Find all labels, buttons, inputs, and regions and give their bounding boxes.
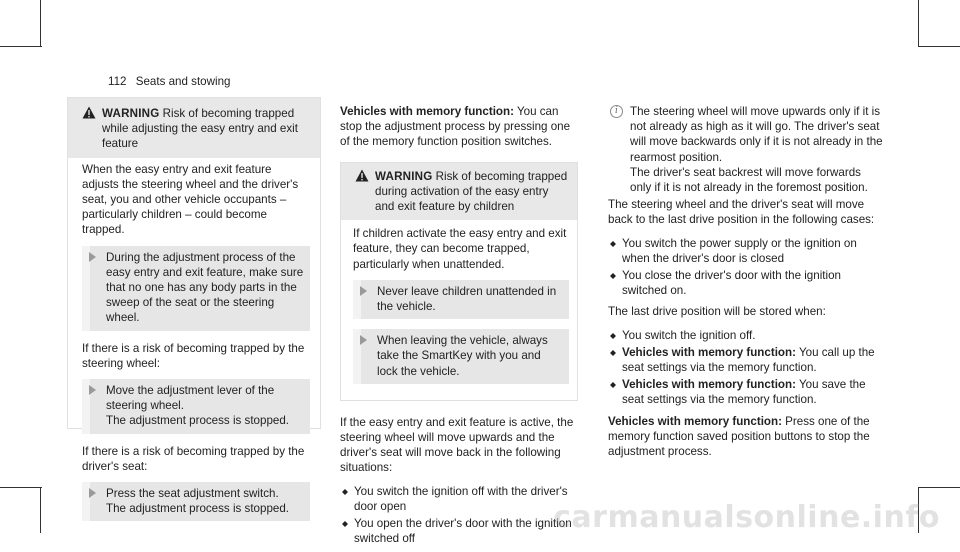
instruction-step: During the adjustment process of the easy entry and exit feature, make sure that no one has any body parts in the sweep of the seat or the steering wheel. — [82, 246, 310, 331]
instruction-step: Never leave children unattended in the vehicle. — [353, 280, 569, 319]
instruction-step: When leaving the vehicle, always take the SmartKey with you and lock the vehicle. — [353, 329, 569, 384]
crop-mark — [40, 0, 41, 46]
instruction-step: Move the adjustment lever of the steering wheel. The adjustment process is stopped. — [82, 379, 310, 434]
instruction-step: Press the seat adjustment switch. The adjustment process is stopped. — [82, 482, 310, 521]
condition-text: If there is a risk of becoming trapped by the driver's seat: — [82, 444, 305, 473]
step-arrow-icon — [89, 252, 96, 262]
crop-mark — [918, 46, 960, 47]
list-item: You open the driver's door with the ignition switched off — [340, 516, 578, 546]
closing-paragraph: Vehicles with memory function: Press one of the memory function saved position buttons to stop the adjustment process. — [608, 414, 870, 459]
list-item: You close the driver's door with the ignition switched on. — [608, 268, 883, 298]
list-item: You switch the ignition off with the driver's door open — [340, 484, 578, 514]
warning-intro: When the easy entry and exit feature adjusts the steering wheel and the driver's seat, you and other vehicle occupants – particularly children – could become trapped. — [82, 162, 299, 237]
warning-header — [68, 98, 320, 158]
warning-body: If children activate the easy entry and exit feature, they can become trapped, particularly when unattended. — [353, 227, 567, 271]
step-arrow-icon — [89, 385, 96, 395]
page-header — [108, 74, 230, 89]
warning-label: WARNING — [102, 107, 160, 121]
page-number: 112 — [108, 75, 127, 88]
warning-triangle-icon — [355, 169, 369, 182]
memory-function-lead: Vehicles with memory function: You can stop the adjustment process by pressing one of the memory function position switches. — [340, 105, 571, 149]
step-arrow-icon — [89, 488, 96, 498]
crop-mark — [918, 487, 960, 488]
warning-box-left — [67, 97, 321, 516]
step-arrow-icon — [360, 286, 367, 296]
body-paragraph: If the easy entry and exit feature is active, the steering wheel will move upwards and the driver's seat will move back in the following situations: — [340, 415, 574, 475]
warning-label: WARNING — [375, 169, 433, 183]
warning-header — [341, 163, 577, 221]
body-paragraph: The steering wheel and the driver's seat will move back to the last drive position in the following cases: — [608, 198, 875, 227]
crop-mark — [0, 487, 42, 488]
list-item: Vehicles with memory function: You call up the seat settings via the memory function. — [608, 345, 883, 375]
crop-mark — [918, 0, 919, 46]
crop-mark — [0, 46, 42, 47]
info-icon: i — [610, 105, 623, 118]
section-title: Seats and stowing — [135, 75, 231, 88]
list-item: You switch the ignition off. — [608, 328, 883, 343]
info-note: i The steering wheel will move upwards only if it is not already as high as it will go. The driver's seat will move backwards only if it is not already in the rearmost position. The driver's seat backrest will move forwards only if it is not already in the foremost position. — [608, 104, 883, 195]
warning-headline: Risk of becoming trapped during activation of the easy entry and exit feature by children — [375, 169, 568, 214]
body-paragraph: The last drive position will be stored when: — [608, 305, 826, 319]
list-item: Vehicles with memory function: You save the seat settings via the memory function. — [608, 377, 883, 407]
warning-headline: Risk of becoming trapped while adjusting the easy entry and exit feature — [102, 107, 298, 151]
condition-text: If there is a risk of becoming trapped by the steering wheel: — [82, 341, 305, 370]
bullet-list — [340, 484, 578, 547]
list-item: You switch the power supply or the ignition on when the driver's door is closed — [608, 236, 883, 266]
warning-triangle-icon — [82, 106, 96, 119]
middle-column — [340, 104, 578, 552]
warning-box-children — [340, 162, 578, 401]
right-column — [608, 104, 883, 467]
bullet-list — [608, 236, 883, 299]
watermark: carmanualsonline.info — [553, 499, 940, 535]
bullet-list — [608, 328, 883, 408]
crop-mark — [40, 487, 41, 533]
step-arrow-icon — [360, 335, 367, 345]
